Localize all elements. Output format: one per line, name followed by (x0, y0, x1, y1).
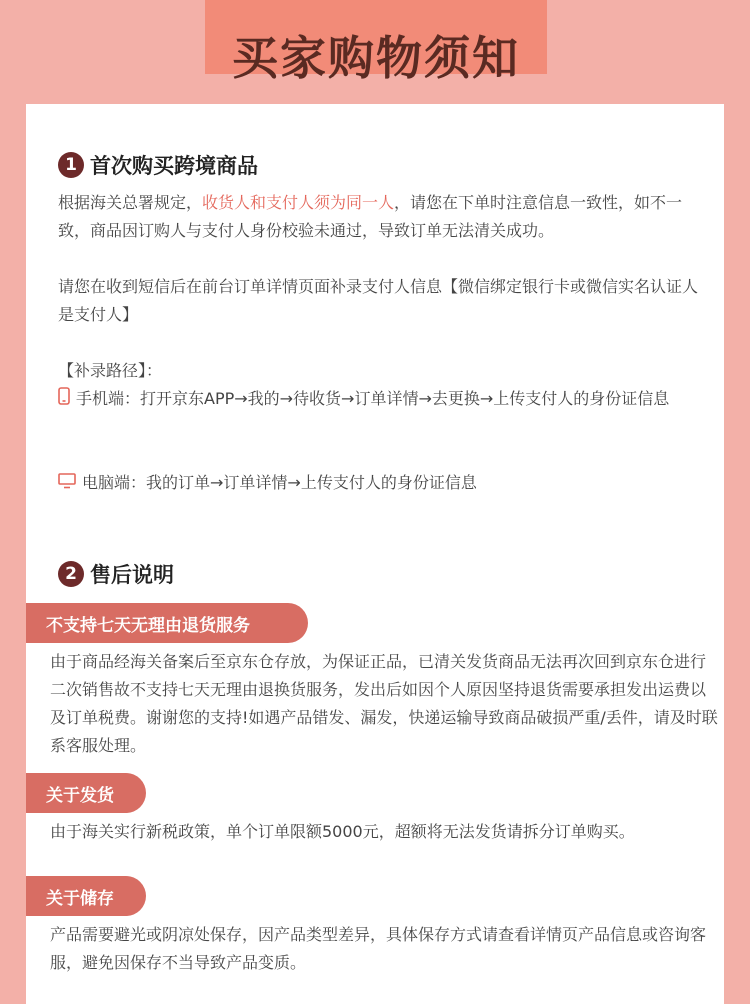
section-title: 首次购买跨境商品 (90, 154, 258, 178)
section-number-badge: 2 (58, 561, 84, 587)
route-title: 【补录路径】： (58, 361, 163, 380)
shipping-label: 关于发货 (26, 773, 146, 813)
section-title: 售后说明 (90, 563, 174, 587)
phone-icon (58, 386, 70, 414)
pc-route (58, 469, 708, 498)
section-heading-1 (58, 150, 258, 180)
no-return-text: 由于商品经海关备案后至京东仓存放，为保证正品，已清关发货商品无法再次回到京东仓进行二次销售故不支持七天无理由退换货服务，发出后如因个人原因坚持退货需要承担发出运费以及订单税费。谢谢您的支持!如遇产品错发、漏发，快递运输导致商品破损严重/丢件，请及时联系客服处理。 (50, 652, 718, 755)
mobile-route (58, 385, 708, 414)
storage-text: 产品需要避光或阴凉处保存，因产品类型差异，具体保存方式请查看详情页产品信息或咨询客服，避免因保存不当导致产品变质。 (50, 925, 707, 972)
supplement-paragraph: 请您在收到短信后在前台订单详情页面补录支付人信息【微信绑定银行卡或微信实名认证人是支付人】 (58, 277, 699, 324)
mobile-route-text: 手机端：打开京东APP→我的→待收货→订单详情→去更换→上传支付人的身份证信息 (76, 389, 670, 408)
notice-text: ，请您在下单时注意信息一致性，如不一致，商品因订购人与支付人身份校验未通过，导致订单无法清关成功。 (58, 193, 683, 240)
section-number-badge: 1 (58, 152, 84, 178)
notice-paragraph (58, 189, 708, 245)
shipping-text: 由于海关实行新税政策，单个订单限额5000元，超额将无法发货请拆分订单购买。 (50, 822, 635, 841)
page-title: 买家购物须知 (232, 31, 520, 85)
pc-route-text: 电脑端：我的订单→订单详情→上传支付人的身份证信息 (82, 473, 477, 492)
storage-label: 关于储存 (26, 876, 146, 916)
notice-text: 根据海关总署规定， (58, 193, 203, 212)
section-heading-2 (58, 559, 174, 589)
highlight-text: 收货人和支付人须为同一人 (202, 193, 395, 212)
monitor-icon (58, 470, 76, 498)
no-return-label: 不支持七天无理由退货服务 (26, 603, 308, 643)
